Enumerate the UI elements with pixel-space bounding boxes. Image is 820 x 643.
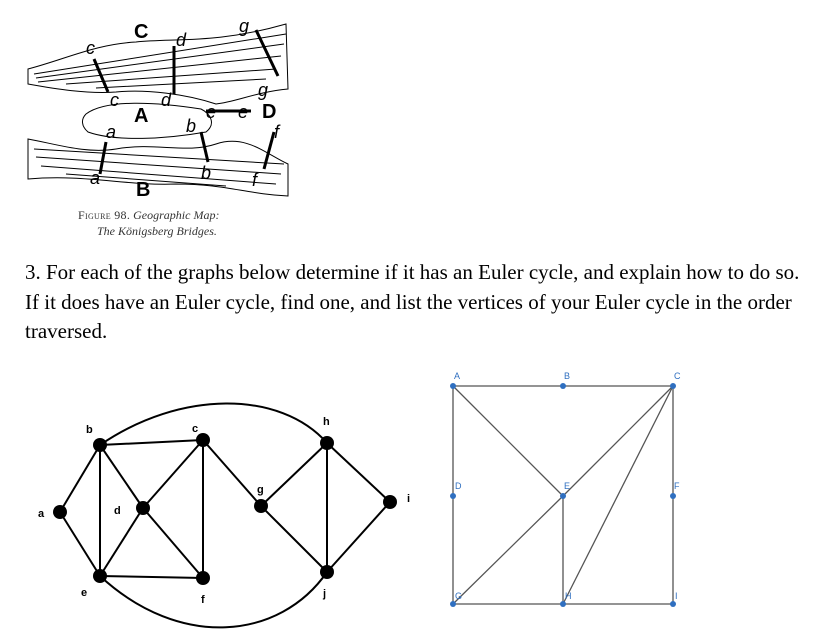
map-label-a1: a: [106, 122, 117, 142]
map-label-g2: g: [258, 80, 269, 100]
graph1-vertex-g: [254, 499, 268, 513]
map-label-b1: b: [186, 116, 197, 136]
graph1-edge-a-e: [60, 512, 100, 576]
graph1-vertex-i: [383, 495, 397, 509]
map-label-d2: d: [161, 90, 172, 110]
figure-caption-title: Geographic Map:: [133, 208, 220, 222]
graph1-vertex-f: [196, 571, 210, 585]
graph1-vertex-c: [196, 433, 210, 447]
graph2-label-D: D: [455, 481, 462, 491]
graph1-edge-e-j: [100, 572, 327, 627]
map-label-f2: f: [252, 170, 258, 190]
graph2-edge-C-E: [563, 386, 673, 496]
konigsberg-map: [26, 14, 296, 204]
graph1-vertex-d: [136, 501, 150, 515]
graph1-vertex-a: [53, 505, 67, 519]
graph1-vertex-e: [93, 569, 107, 583]
graph1-label-f: f: [201, 594, 205, 606]
graph1-label-d: d: [114, 505, 121, 517]
map-land-c: C: [134, 21, 149, 43]
graph2-label-E: E: [564, 481, 571, 491]
graph2-vertex-G: [450, 601, 456, 607]
map-label-c2: c: [110, 90, 119, 110]
graph1-edge-e-f: [100, 576, 203, 578]
graph1-vertex-h: [320, 436, 334, 450]
graph1-label-c: c: [192, 423, 199, 435]
graph1-label-i: i: [407, 493, 411, 505]
map-label-c1: c: [86, 38, 95, 58]
map-land-d: D: [262, 101, 277, 123]
figure-caption: [78, 208, 219, 223]
map-label-a2: a: [90, 168, 101, 188]
graph1-vertex-j: [320, 565, 334, 579]
figure-caption-subtitle: The Königsberg Bridges.: [97, 224, 217, 238]
graph2-vertex-I: [670, 601, 676, 607]
graph2-vertex-H: [560, 601, 566, 607]
graph1-edge-h-i: [327, 443, 390, 502]
graph-one: [30, 400, 420, 630]
map-label-e1: e: [206, 102, 217, 122]
graph2-label-G: G: [455, 591, 463, 601]
graph2-edge-E-G: [453, 496, 563, 604]
graph2-vertex-A: [450, 383, 456, 389]
graph1-edge-d-f: [143, 508, 203, 578]
graph1-vertex-b: [93, 438, 107, 452]
map-land-a: A: [134, 105, 149, 127]
graph1-label-a: a: [38, 508, 45, 520]
graph2-vertex-B: [560, 383, 566, 389]
figure-caption-label: Figure 98.: [78, 208, 131, 222]
graph1-label-e: e: [81, 587, 88, 599]
graph1-edge-b-d: [100, 445, 143, 508]
graph2-label-F: F: [674, 481, 680, 491]
graph1-edge-g-h: [261, 443, 327, 506]
graph2-label-A: A: [454, 371, 461, 381]
map-label-e2: e: [238, 102, 249, 122]
graph-two: [440, 366, 700, 616]
graph1-edge-a-b: [60, 445, 100, 512]
graph1-edge-b-c: [100, 440, 203, 445]
graph2-vertex-D: [450, 493, 456, 499]
question-text: 3. For each of the graphs below determine if it has an Euler cycle, and explain how to do so. If it does have an Euler cycle, find one, and list the vertices of your Euler cycle in the order traversed.: [25, 260, 800, 343]
graph2-edge-A-E: [453, 386, 563, 496]
graph1-edge-d-e: [100, 508, 143, 576]
graph1-edge-i-j: [327, 502, 390, 572]
graph2-vertex-C: [670, 383, 676, 389]
graph2-vertex-F: [670, 493, 676, 499]
graph1-label-h: h: [323, 416, 330, 428]
graph2-label-C: C: [674, 371, 681, 381]
graph2-edge-C-H: [563, 386, 673, 604]
graph1-label-j: j: [323, 588, 327, 600]
graph2-label-B: B: [564, 371, 571, 381]
graph1-edge-b-h: [100, 403, 327, 445]
graph2-label-H: H: [565, 591, 572, 601]
graph1-edge-c-g: [203, 440, 261, 506]
map-label-d1: d: [176, 30, 187, 50]
graph1-label-b: b: [86, 424, 93, 436]
map-label-g1: g: [239, 16, 250, 36]
map-land-b: B: [136, 179, 151, 201]
map-label-b2: b: [201, 163, 212, 183]
graph1-label-g: g: [257, 484, 264, 496]
graph2-label-I: I: [675, 591, 678, 601]
map-label-f1: f: [274, 122, 280, 142]
graph1-edge-g-j: [261, 506, 327, 572]
graph1-edge-c-d: [143, 440, 203, 508]
graph2-vertex-E: [560, 493, 566, 499]
